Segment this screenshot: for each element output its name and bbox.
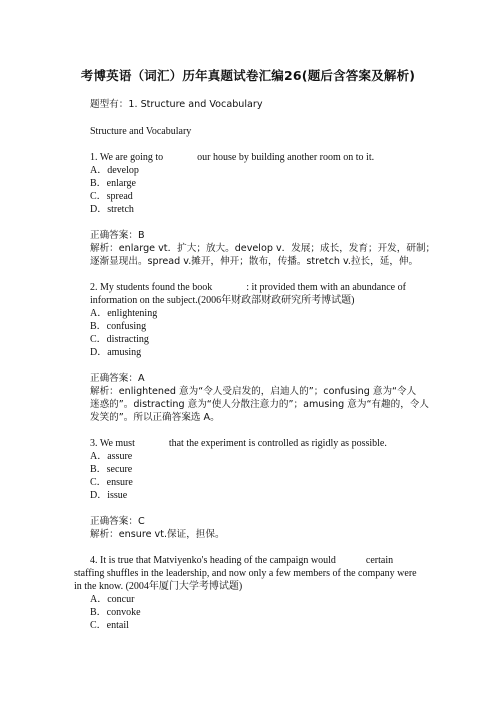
explanation-line: 解析：ensure vt.保证，担保。 — [90, 529, 225, 540]
question-1-stem-end: our house by building another room on to it. — [197, 152, 375, 163]
page-title: 考博英语（词汇）历年真题试卷汇编26(题后含答案及解析) — [80, 68, 416, 83]
question-2-stem-start: 2. My students found the book — [90, 282, 213, 293]
question-4-stem-cont: staffing shuffles in the leadership, and now only a few members of the company were — [74, 568, 417, 579]
answer-line: 正确答案：C — [90, 516, 145, 527]
question-2-stem — [90, 281, 406, 294]
explanation-line: 发笑的”。所以正确答案选 A。 — [90, 412, 220, 423]
option: B．confusing — [90, 321, 147, 332]
option: C．ensure — [90, 477, 133, 488]
option: B．enlarge — [90, 178, 136, 189]
option: A．concur — [90, 594, 135, 605]
question-4-stem-end: certain — [365, 555, 394, 566]
question-1-stem-start: 1. We are going to — [90, 152, 164, 163]
explanation-line: 逐渐显现出。spread v.摊开，伸开；散布，传播。stretch v.拉长，延，伸。 — [90, 256, 419, 267]
explanation-line: 迷惑的”。distracting 意为“使人分散注意力的”；amusing 意为“有趣的，令人 — [90, 399, 429, 410]
option: D．amusing — [90, 347, 142, 358]
explanation-line: 解析：enlightened 意为“令人受启发的，启迪人的”；confusing 意为“令人 — [90, 386, 417, 397]
option: C．entail — [90, 620, 129, 631]
option: D．issue — [90, 490, 128, 501]
option: B．convoke — [90, 607, 141, 618]
option: B．secure — [90, 464, 133, 475]
question-3-stem-end: that the experiment is controlled as rigidly as possible. — [168, 438, 387, 449]
question-4-stem — [90, 554, 393, 567]
option: C．distracting — [90, 334, 149, 345]
question-4-stem-start: 4. It is true that Matviyenko's heading of the campaign would — [90, 555, 336, 566]
question-3-stem-start: 3. We must — [90, 438, 135, 449]
answer-line: 正确答案：A — [90, 373, 145, 384]
question-4-stem-cont: in the know. (2004年厦门大学考博试题) — [74, 581, 243, 592]
section-heading: Structure and Vocabulary — [90, 126, 192, 137]
option: D．stretch — [90, 204, 134, 215]
option: A．assure — [90, 451, 133, 462]
option: A．develop — [90, 165, 139, 176]
question-3-stem — [90, 437, 387, 450]
question-2-stem-end: : it provided them with an abundance of — [246, 282, 406, 293]
question-1-stem — [90, 151, 374, 164]
explanation-line: 解析：enlarge vt．扩大；放大。develop v．发展；成长，发育；开发，研制； — [90, 243, 436, 254]
option: C．spread — [90, 191, 133, 202]
question-type-line: 题型有：1. Structure and Vocabulary — [90, 99, 263, 110]
answer-line: 正确答案：B — [90, 230, 145, 241]
option: A．enlightening — [90, 308, 158, 319]
question-2-stem-cont: information on the subject.(2006年财政部财政研究所考博试题) — [90, 295, 355, 306]
